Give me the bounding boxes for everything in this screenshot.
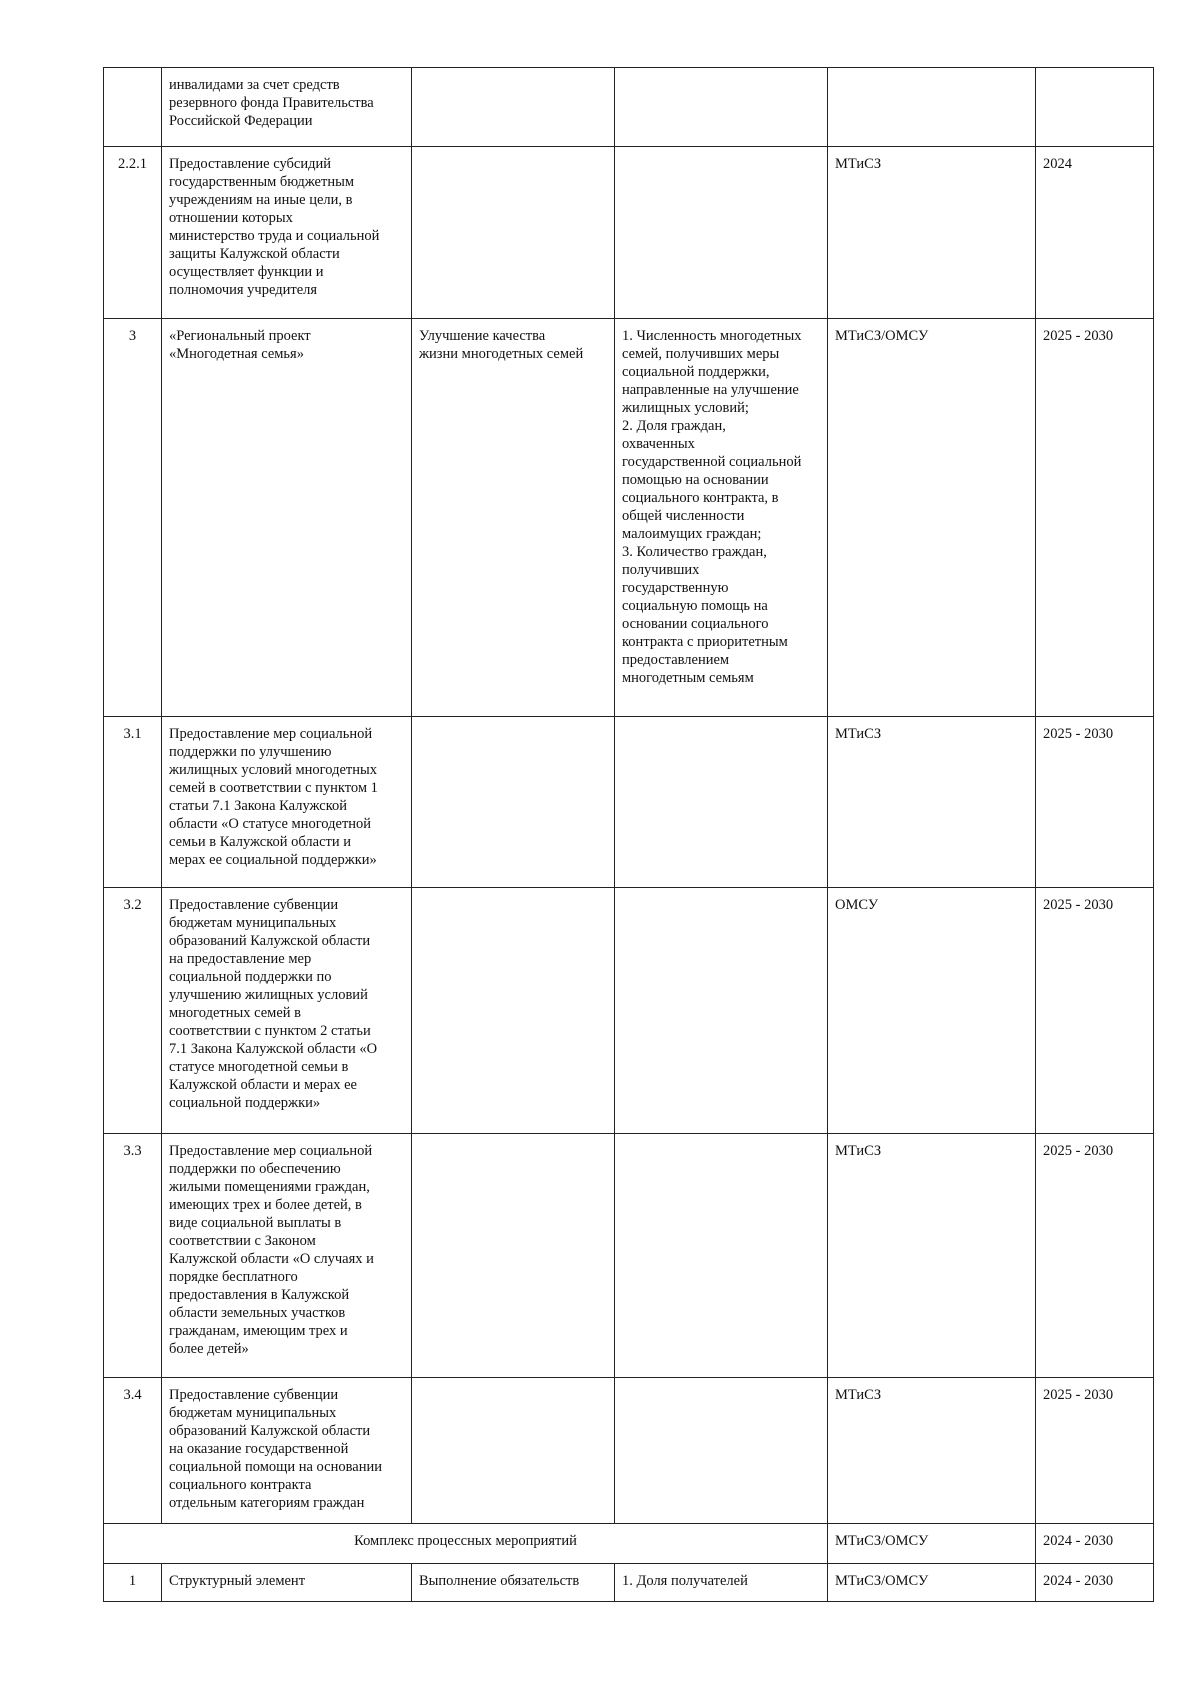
measure-name: инвалидами за счет средств резервного фонда Правительства Российской Федерации [162, 68, 412, 147]
table-row [104, 1564, 1154, 1602]
executor-cell: МТиСЗ [828, 717, 1036, 888]
measure-name: «Региональный проект «Многодетная семья» [162, 319, 412, 717]
executor-cell: МТиСЗ [828, 1134, 1036, 1378]
period-cell: 2024 - 2030 [1036, 1564, 1154, 1602]
task-cell [412, 68, 615, 147]
period-cell: 2025 - 2030 [1036, 1378, 1154, 1524]
row-number: 1 [104, 1564, 162, 1602]
period-cell: 2024 - 2030 [1036, 1524, 1154, 1564]
period-cell [1036, 68, 1154, 147]
task-cell: Выполнение обязательств [412, 1564, 615, 1602]
indicator-cell [615, 68, 828, 147]
period-cell: 2024 [1036, 147, 1154, 319]
row-number: 3.3 [104, 1134, 162, 1378]
period-cell: 2025 - 2030 [1036, 1134, 1154, 1378]
task-cell [412, 717, 615, 888]
table-row [104, 717, 1154, 888]
indicator-cell [615, 147, 828, 319]
row-number: 3.2 [104, 888, 162, 1134]
period-cell: 2025 - 2030 [1036, 888, 1154, 1134]
executor-cell: МТиСЗ/ОМСУ [828, 1524, 1036, 1564]
task-cell [412, 1134, 615, 1378]
indicator-cell [615, 1378, 828, 1524]
complex-label: Комплекс процессных мероприятий [104, 1524, 828, 1564]
executor-cell: МТиСЗ [828, 1378, 1036, 1524]
complex-row [104, 1524, 1154, 1564]
indicator-cell: 1. Численность многодетных семей, получивших меры социальной поддержки, направленные на улучшение жилищных условий; 2. Доля граждан, охваченных государственной социальной помощью на основании социального контракта, в общей численности малоимущих граждан; 3. Количество граждан, получивших государственную социальную помощь на основании социального контракта с приоритетным предоставлением многодетным семьям [615, 319, 828, 717]
indicator-cell: 1. Доля получателей [615, 1564, 828, 1602]
executor-cell: МТиСЗ [828, 147, 1036, 319]
task-cell: Улучшение качества жизни многодетных семей [412, 319, 615, 717]
table-row [104, 1378, 1154, 1524]
measure-name: Предоставление субвенции бюджетам муниципальных образований Калужской области на оказание государственной социальной помощи на основании социального контракта отдельным категориям граждан [162, 1378, 412, 1524]
measure-name: Предоставление мер социальной поддержки по обеспечению жилыми помещениями граждан, имеющих трех и более детей, в виде социальной выплаты в соответствии с Законом Калужской области «О случаях и порядке бесплатного предоставления в Калужской области земельных участков гражданам, имеющим трех и более детей» [162, 1134, 412, 1378]
table-row [104, 319, 1154, 717]
measure-name: Предоставление мер социальной поддержки по улучшению жилищных условий многодетных семей в соответствии с пунктом 1 статьи 7.1 Закона Калужской области «О статусе многодетной семьи в Калужской области и мерах ее социальной поддержки» [162, 717, 412, 888]
executor-cell: МТиСЗ/ОМСУ [828, 1564, 1036, 1602]
period-cell: 2025 - 2030 [1036, 717, 1154, 888]
indicator-cell [615, 1134, 828, 1378]
program-table [103, 67, 1154, 1602]
table-row [104, 68, 1154, 147]
task-cell [412, 147, 615, 319]
task-cell [412, 888, 615, 1134]
executor-cell: МТиСЗ/ОМСУ [828, 319, 1036, 717]
row-number: 2.2.1 [104, 147, 162, 319]
row-number: 3.4 [104, 1378, 162, 1524]
row-number: 3 [104, 319, 162, 717]
indicator-cell [615, 888, 828, 1134]
measure-name: Предоставление субсидий государственным бюджетным учреждениям на иные цели, в отношении которых министерство труда и социальной защиты Калужской области осуществляет функции и полномочия учредителя [162, 147, 412, 319]
indicator-cell [615, 717, 828, 888]
task-cell [412, 1378, 615, 1524]
row-number [104, 68, 162, 147]
executor-cell: ОМСУ [828, 888, 1036, 1134]
table-row [104, 147, 1154, 319]
table-row [104, 1134, 1154, 1378]
period-cell: 2025 - 2030 [1036, 319, 1154, 717]
measure-name: Предоставление субвенции бюджетам муниципальных образований Калужской области на предоставление мер социальной поддержки по улучшению жилищных условий многодетных семей в соответствии с пунктом 2 статьи 7.1 Закона Калужской области «О статусе многодетной семьи в Калужской области и мерах ее социальной поддержки» [162, 888, 412, 1134]
table-row [104, 888, 1154, 1134]
executor-cell [828, 68, 1036, 147]
measure-name: Структурный элемент [162, 1564, 412, 1602]
row-number: 3.1 [104, 717, 162, 888]
